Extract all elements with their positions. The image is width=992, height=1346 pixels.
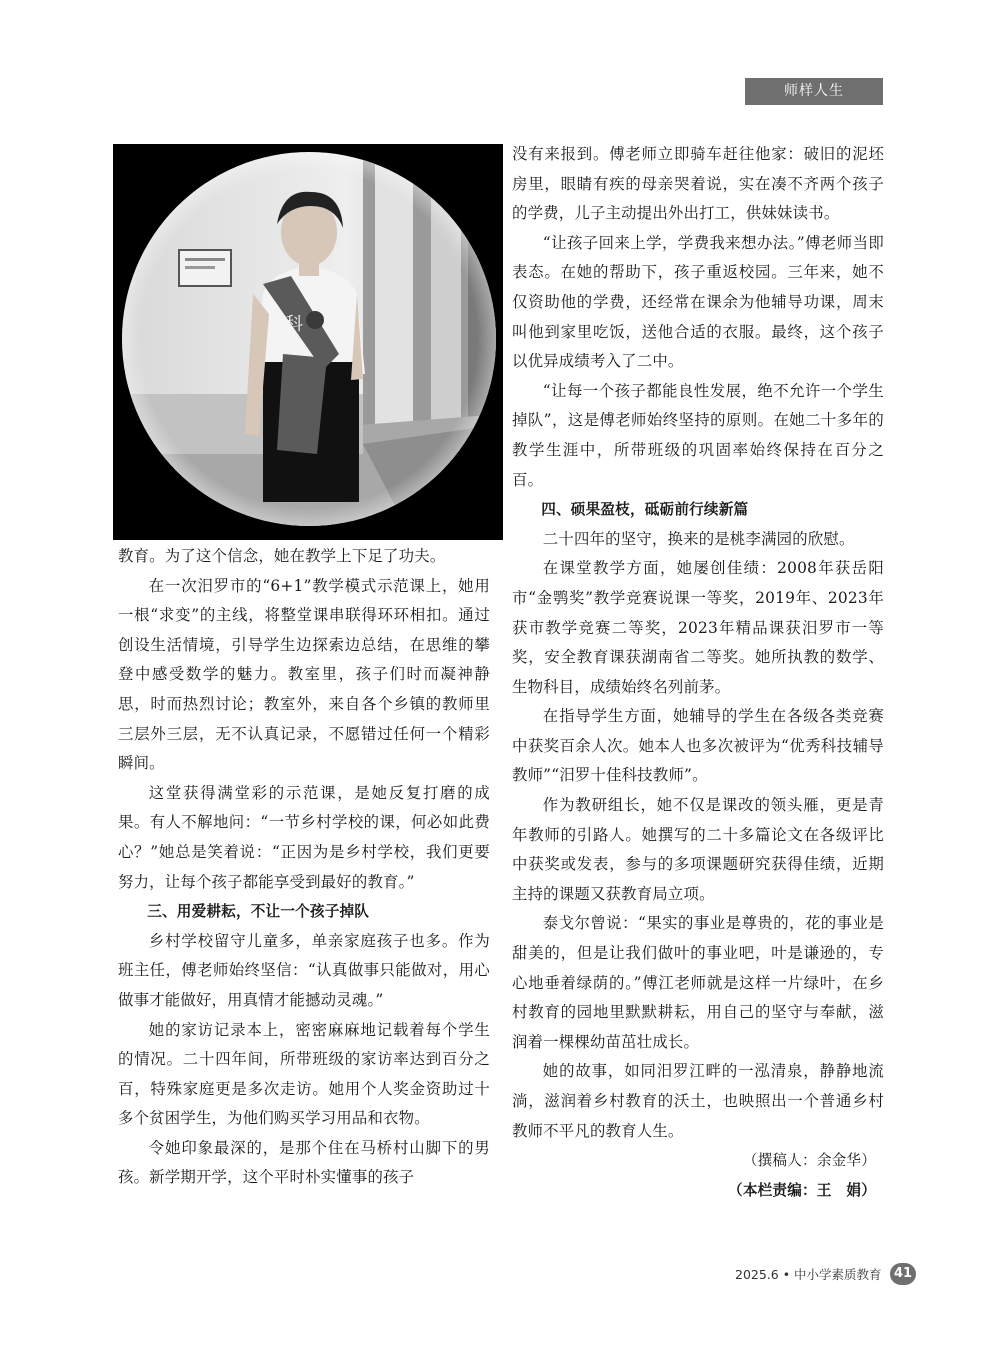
paragraph: 令她印象最深的，是那个住在马桥村山脚下的男孩。新学期开学，这个平时朴实懂事的孩子	[118, 1138, 490, 1187]
continued-paragraph: 教育。为了这个信念，她在教学上下足了功夫。	[118, 547, 446, 565]
paragraph: 在一次汨罗市的“6+1”教学模式示范课上，她用一根“求变”的主线，将整堂课串联得环环相扣。通过创设生活情境，引导学生边探索边总结，在思维的攀登中感受数学的魅力。教室里，孩子们时而凝神静思，时而热烈讨论；教室外，来自各个乡镇的教师里三层外三层，无不认真记录，不愿错过任何一个精彩瞬间。	[118, 576, 490, 773]
paragraph: 在指导学生方面，她辅导的学生在各级各类竞赛中获奖百余人次。她本人也多次被评为“优秀科技辅导教师”“汨罗十佳科技教师”。	[512, 707, 884, 785]
paragraph: 在课堂教学方面，她屡创佳绩：2008年获岳阳市“金鹗奖”教学竞赛说课一等奖，2019年、2023年获市教学竞赛二等奖，2023年精品课获汨罗市一等奖，安全教育课获湖南省二等奖。她所执教的数学、生物科目，成绩始终名列前茅。	[512, 559, 884, 696]
paragraph: 泰戈尔曾说：“果实的事业是尊贵的，花的事业是甜美的，但是让我们做叶的事业吧，叶是谦逊的，专心地垂着绿荫的。”傅江老师就是这样一片绿叶，在乡村教育的园地里默默耕耘，用自己的坚守与奉献，滋润着一棵棵幼苗茁壮成长。	[512, 914, 884, 1051]
paragraph: 她的故事，如同汨罗江畔的一泓清泉，静静地流淌，滋润着乡村教育的沃土，也映照出一个普通乡村教师不平凡的教育人生。	[512, 1062, 884, 1140]
section-heading: 三、用爱耕耘，不让一个孩子掉队	[147, 903, 370, 921]
teacher-photo	[113, 144, 503, 540]
paragraph: 她的家访记录本上，密密麻麻地记载着每个学生的情况。二十四年间，所带班级的家访率达到百分之百，特殊家庭更是多次走访。她用个人奖金资助过十多个贫困学生，为他们购买学习用品和衣物。	[118, 1020, 490, 1128]
paragraph: “让孩子回来上学，学费我来想办法。”傅老师当即表态。在她的帮助下，孩子重返校园。三年来，她不仅资助他的学费，还经常在课余为他辅导功课，周末叫他到家里吃饭，送他合适的衣服。最终，这个孩子以优异成绩考入了二中。	[512, 233, 884, 371]
author-credit: （撰稿人：余金华）	[742, 1152, 876, 1170]
paragraph: 乡村学校留守儿童多，单亲家庭孩子也多。作为班主任，傅老师始终坚信：“认真做事只能做对，用心做事才能做好，用真情才能撼动灵魂。”	[118, 931, 490, 1009]
paragraph: 二十四年的坚守，换来的是桃李满园的欣慰。	[542, 529, 855, 548]
page-number: 41	[890, 1263, 916, 1285]
paragraph: 作为教研组长，她不仅是课改的领头雁，更是青年教师的引路人。她撰写的二十多篇论文在各级评比中获奖或发表，参与的多项课题研究获得佳绩，近期主持的课题又获教育局立项。	[512, 796, 884, 903]
paragraph: 这堂获得满堂彩的示范课，是她反复打磨的成果。有人不解地问：“一节乡村学校的课，何必如此费心？”她总是笑着说：“正因为是乡村学校，我们更要努力，让每个孩子都能享受到最好的教育。”	[118, 783, 490, 891]
section-tag: 师样人生	[745, 78, 883, 105]
paragraph: “让每一个孩子都能良性发展，绝不允许一个学生掉队”，这是傅老师始终坚持的原则。在她二十多年的教学生涯中，所带班级的巩固率始终保持在百分之百。	[512, 381, 884, 489]
right-column	[512, 140, 884, 1205]
continued-paragraph: 没有来报到。傅老师立即骑车赶往他家：破旧的泥坯房里，眼睛有疾的母亲哭着说，实在凑不齐两个孩子的学费，儿子主动提出外出打工，供妹妹读书。	[512, 145, 884, 223]
left-column	[118, 542, 490, 1193]
section-heading: 四、硕果盈枝，砥砺前行续新篇	[541, 501, 749, 519]
editor-credit: （本栏责编：王 娟）	[728, 1181, 876, 1199]
issue-info: 2025.6 • 中小学素质教育	[735, 1267, 882, 1282]
